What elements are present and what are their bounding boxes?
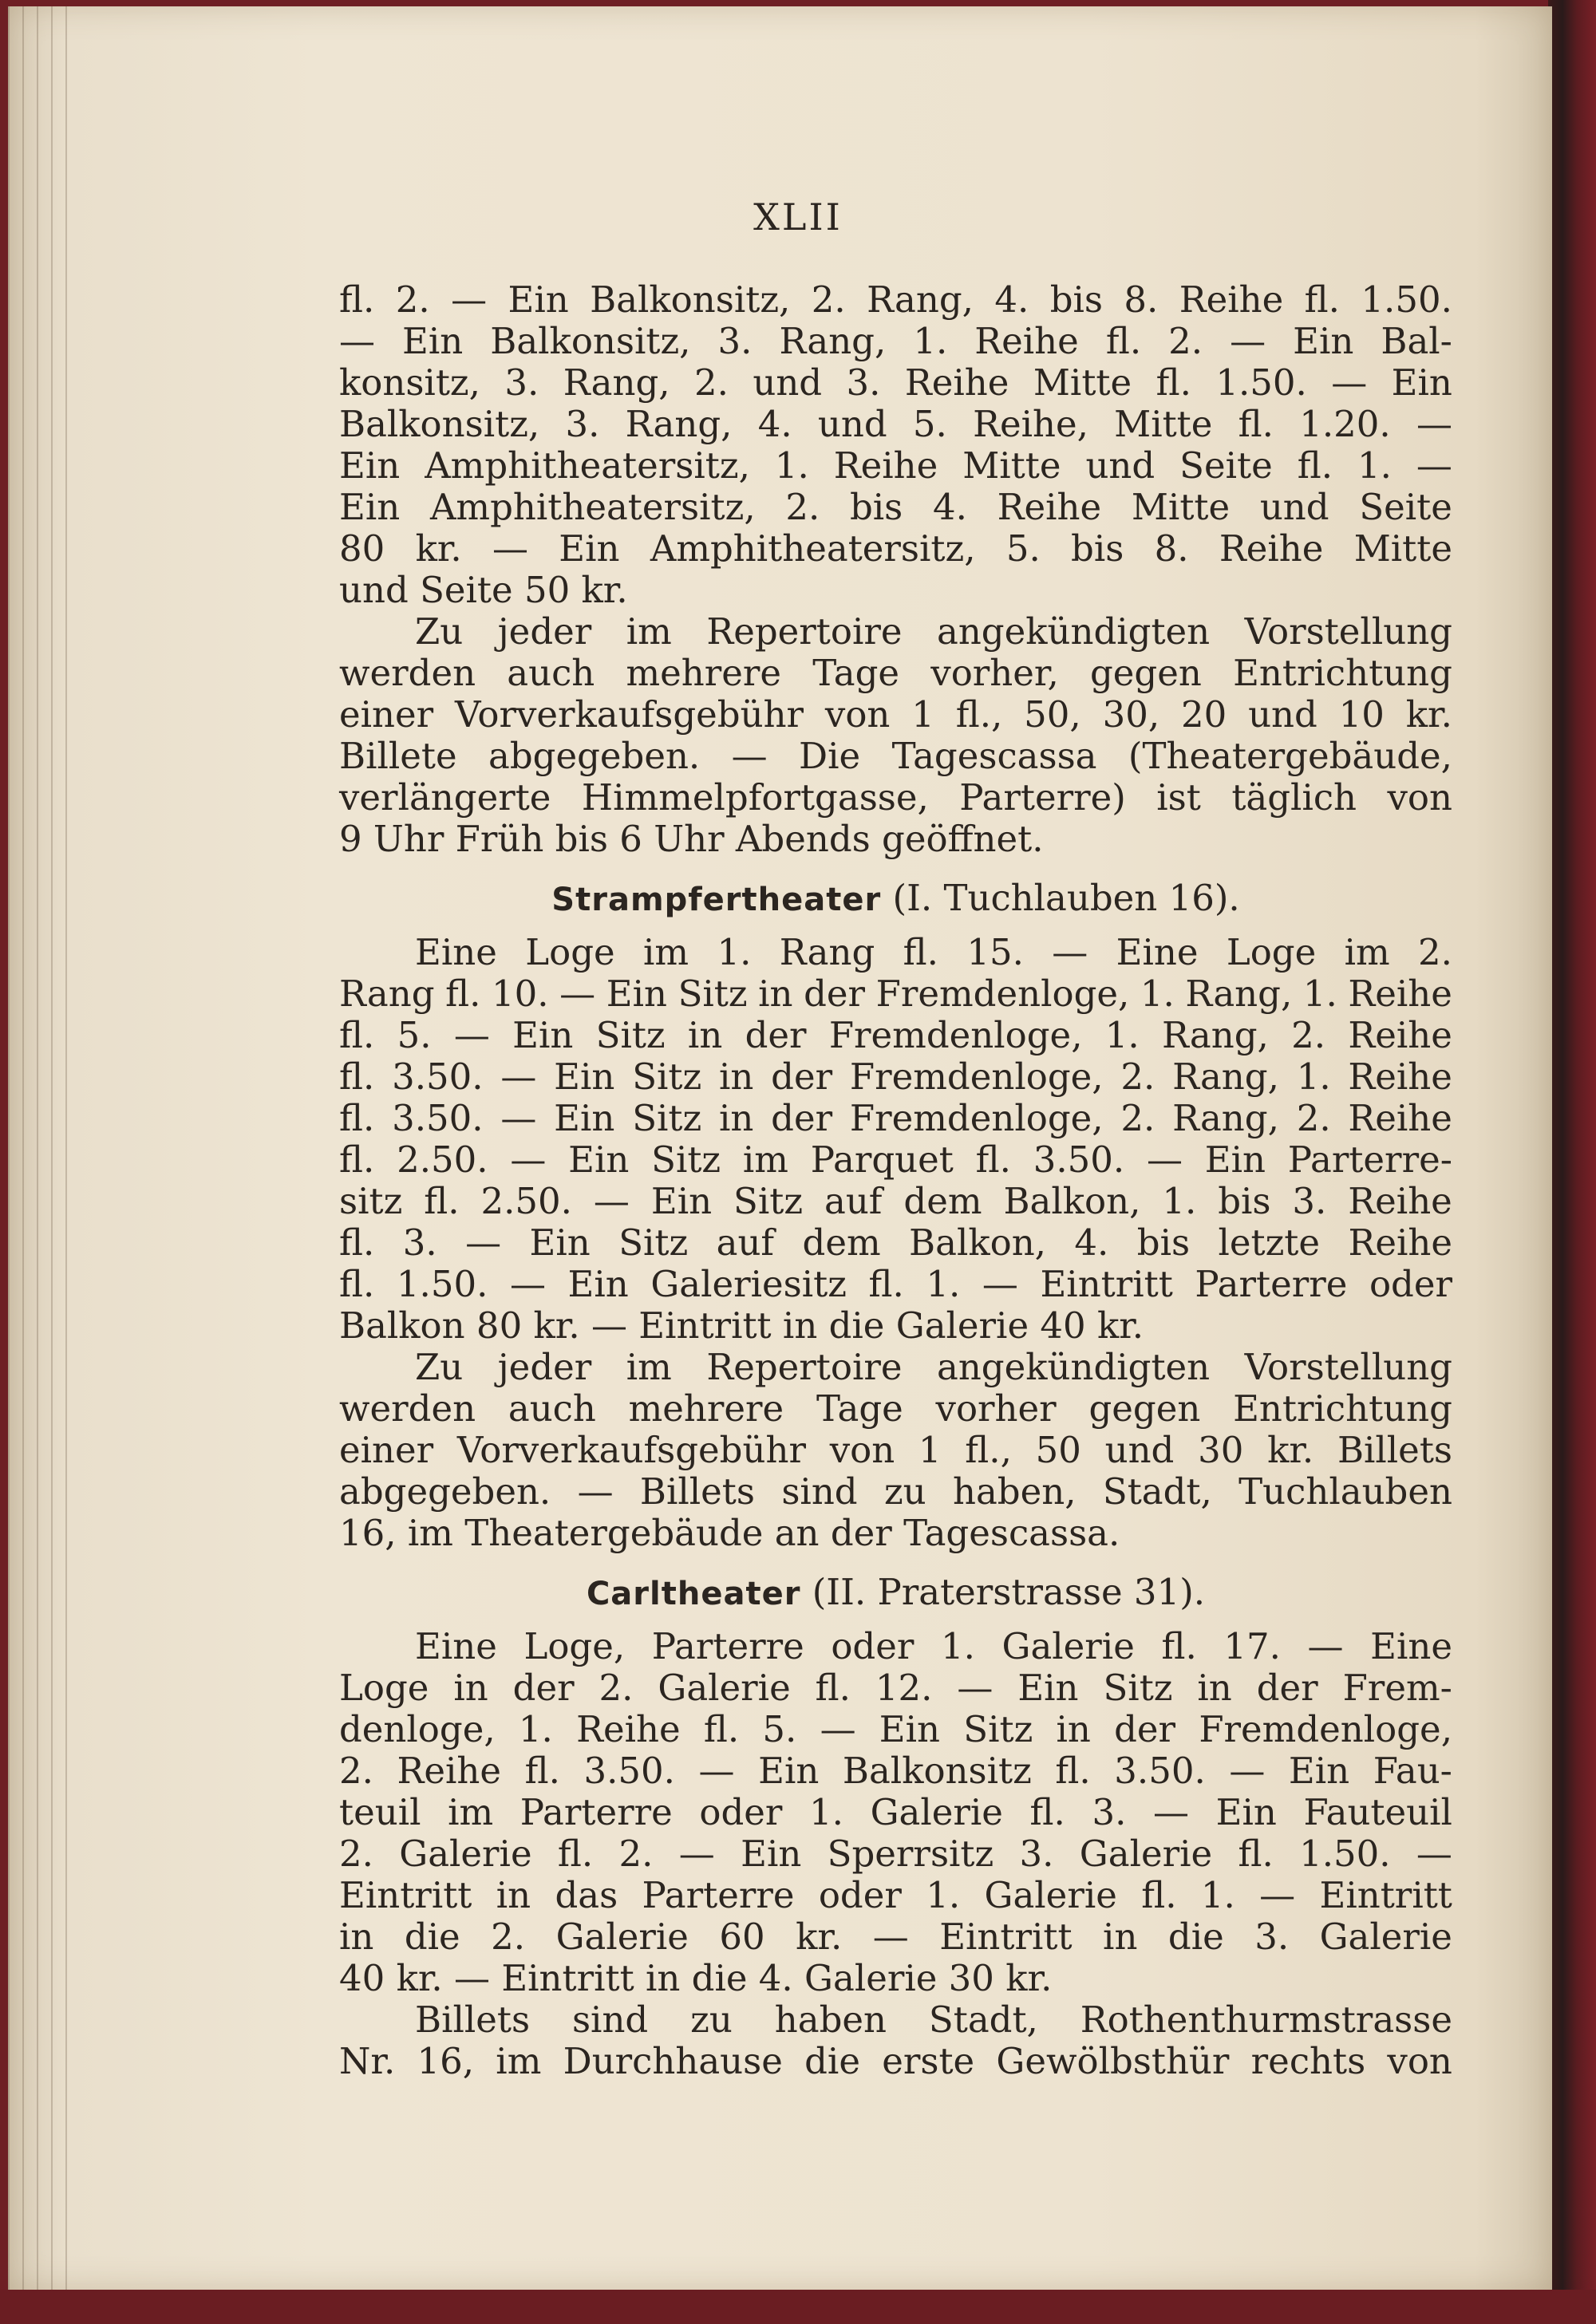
- text-line: konsitz, 3. Rang, 2. und 3. Reihe Mitte fl. 1.50. — Ein: [339, 361, 1452, 404]
- paragraph-price-list-continued: [339, 279, 1452, 611]
- text-line: 80 kr. — Ein Amphitheatersitz, 5. bis 8. Reihe Mitte: [339, 527, 1452, 570]
- text-line: Eintritt in das Parterre oder 1. Galerie fl. 1. — Eintritt: [339, 1874, 1452, 1916]
- text-line: 40 kr. — Eintritt in die 4. Galerie 30 kr.: [339, 1957, 1053, 1999]
- section-heading-carltheater: [339, 1572, 1452, 1613]
- theater-name: Strampfertheater: [551, 882, 882, 918]
- text-line: Balkonsitz, 3. Rang, 4. und 5. Reihe, Mitte fl. 1.20. —: [339, 403, 1452, 445]
- text-line: werden auch mehrere Tage vorher gegen Entrichtung: [339, 1387, 1452, 1430]
- text-line: Zu jeder im Repertoire angekündigten Vorstellung: [415, 610, 1452, 653]
- text-line: Zu jeder im Repertoire angekündigten Vorstellung: [415, 1346, 1452, 1388]
- text-line: fl. 3.50. — Ein Sitz in der Fremdenloge, 2. Rang, 2. Reihe: [339, 1097, 1452, 1139]
- theater-name: Carltheater: [586, 1576, 801, 1612]
- page-text: [339, 279, 1452, 2082]
- text-line: teuil im Parterre oder 1. Galerie fl. 3. — Ein Fauteuil: [339, 1791, 1452, 1833]
- text-line: fl. 1.50. — Ein Galeriesitz fl. 1. — Eintritt Parterre oder: [339, 1263, 1452, 1305]
- text-line: verlängerte Himmelpfortgasse, Parterre) ist täglich von: [339, 776, 1452, 819]
- theater-address: (I. Tuchlauben 16).: [892, 877, 1240, 919]
- text-line: Ein Amphitheatersitz, 1. Reihe Mitte und Seite fl. 1. —: [339, 444, 1452, 487]
- text-line: Billete abgegeben. — Die Tagescassa (Theatergebäude,: [339, 735, 1452, 777]
- text-line: 2. Galerie fl. 2. — Ein Sperrsitz 3. Galerie fl. 1.50. —: [339, 1833, 1452, 1875]
- book-cover-edge: [1548, 0, 1596, 2324]
- text-line: 16, im Theatergebäude an der Tagescassa.: [339, 1512, 1120, 1554]
- paragraph-carltheater-prices: [339, 1626, 1452, 1999]
- text-line: einer Vorverkaufsgebühr von 1 fl., 50, 30, 20 und 10 kr.: [339, 693, 1452, 736]
- text-line: sitz fl. 2.50. — Ein Sitz auf dem Balkon, 1. bis 3. Reihe: [339, 1180, 1452, 1222]
- text-line: fl. 2. — Ein Balkonsitz, 2. Rang, 4. bis 8. Reihe fl. 1.50.: [339, 278, 1452, 321]
- text-line: fl. 5. — Ein Sitz in der Fremdenloge, 1. Rang, 2. Reihe: [339, 1014, 1452, 1056]
- text-line: Nr. 16, im Durchhause die erste Gewölbsthür rechts von: [339, 2040, 1452, 2082]
- text-line: einer Vorverkaufsgebühr von 1 fl., 50 und 30 kr. Billets: [339, 1429, 1452, 1471]
- theater-address: (II. Praterstrasse 31).: [812, 1571, 1206, 1613]
- book-cover-bottom: [0, 2290, 1596, 2324]
- text-line: Ein Amphitheatersitz, 2. bis 4. Reihe Mitte und Seite: [339, 486, 1452, 528]
- text-line: Billets sind zu haben Stadt, Rothenthurmstrasse: [415, 1998, 1452, 2041]
- section-heading-strampfertheater: [339, 878, 1452, 919]
- text-line: fl. 3. — Ein Sitz auf dem Balkon, 4. bis letzte Reihe: [339, 1221, 1452, 1264]
- page-gutter: [8, 6, 72, 2290]
- text-line: Balkon 80 kr. — Eintritt in die Galerie 40 kr.: [339, 1304, 1144, 1347]
- text-line: in die 2. Galerie 60 kr. — Eintritt in die 3. Galerie: [339, 1916, 1452, 1958]
- text-line: 9 Uhr Früh bis 6 Uhr Abends geöffnet.: [339, 818, 1044, 860]
- paragraph-advance-sale: [339, 611, 1452, 860]
- page-number: XLII: [753, 195, 843, 239]
- text-line: 2. Reihe fl. 3.50. — Ein Balkonsitz fl. 3.50. — Ein Fau-: [339, 1750, 1452, 1792]
- paragraph-strampfertheater-prices: [339, 932, 1452, 1347]
- text-line: abgegeben. — Billets sind zu haben, Stadt, Tuchlauben: [339, 1470, 1452, 1513]
- text-line: Eine Loge im 1. Rang fl. 15. — Eine Loge im 2.: [415, 931, 1452, 973]
- text-line: Eine Loge, Parterre oder 1. Galerie fl. 17. — Eine: [415, 1625, 1452, 1667]
- paragraph-strampfertheater-sale: [339, 1347, 1452, 1554]
- text-line: fl. 3.50. — Ein Sitz in der Fremdenloge, 2. Rang, 1. Reihe: [339, 1055, 1452, 1098]
- text-line: Loge in der 2. Galerie fl. 12. — Ein Sitz in der Frem-: [339, 1667, 1452, 1709]
- text-line: fl. 2.50. — Ein Sitz im Parquet fl. 3.50. — Ein Parterre-: [339, 1138, 1452, 1181]
- text-line: werden auch mehrere Tage vorher, gegen Entrichtung: [339, 652, 1452, 694]
- text-line: Rang fl. 10. — Ein Sitz in der Fremdenloge, 1. Rang, 1. Reihe: [339, 973, 1452, 1015]
- text-line: — Ein Balkonsitz, 3. Rang, 1. Reihe fl. 2. — Ein Bal-: [339, 320, 1452, 362]
- paragraph-carltheater-sale: [339, 1999, 1452, 2082]
- text-line: und Seite 50 kr.: [339, 569, 628, 611]
- text-line: denloge, 1. Reihe fl. 5. — Ein Sitz in der Fremdenloge,: [339, 1708, 1452, 1750]
